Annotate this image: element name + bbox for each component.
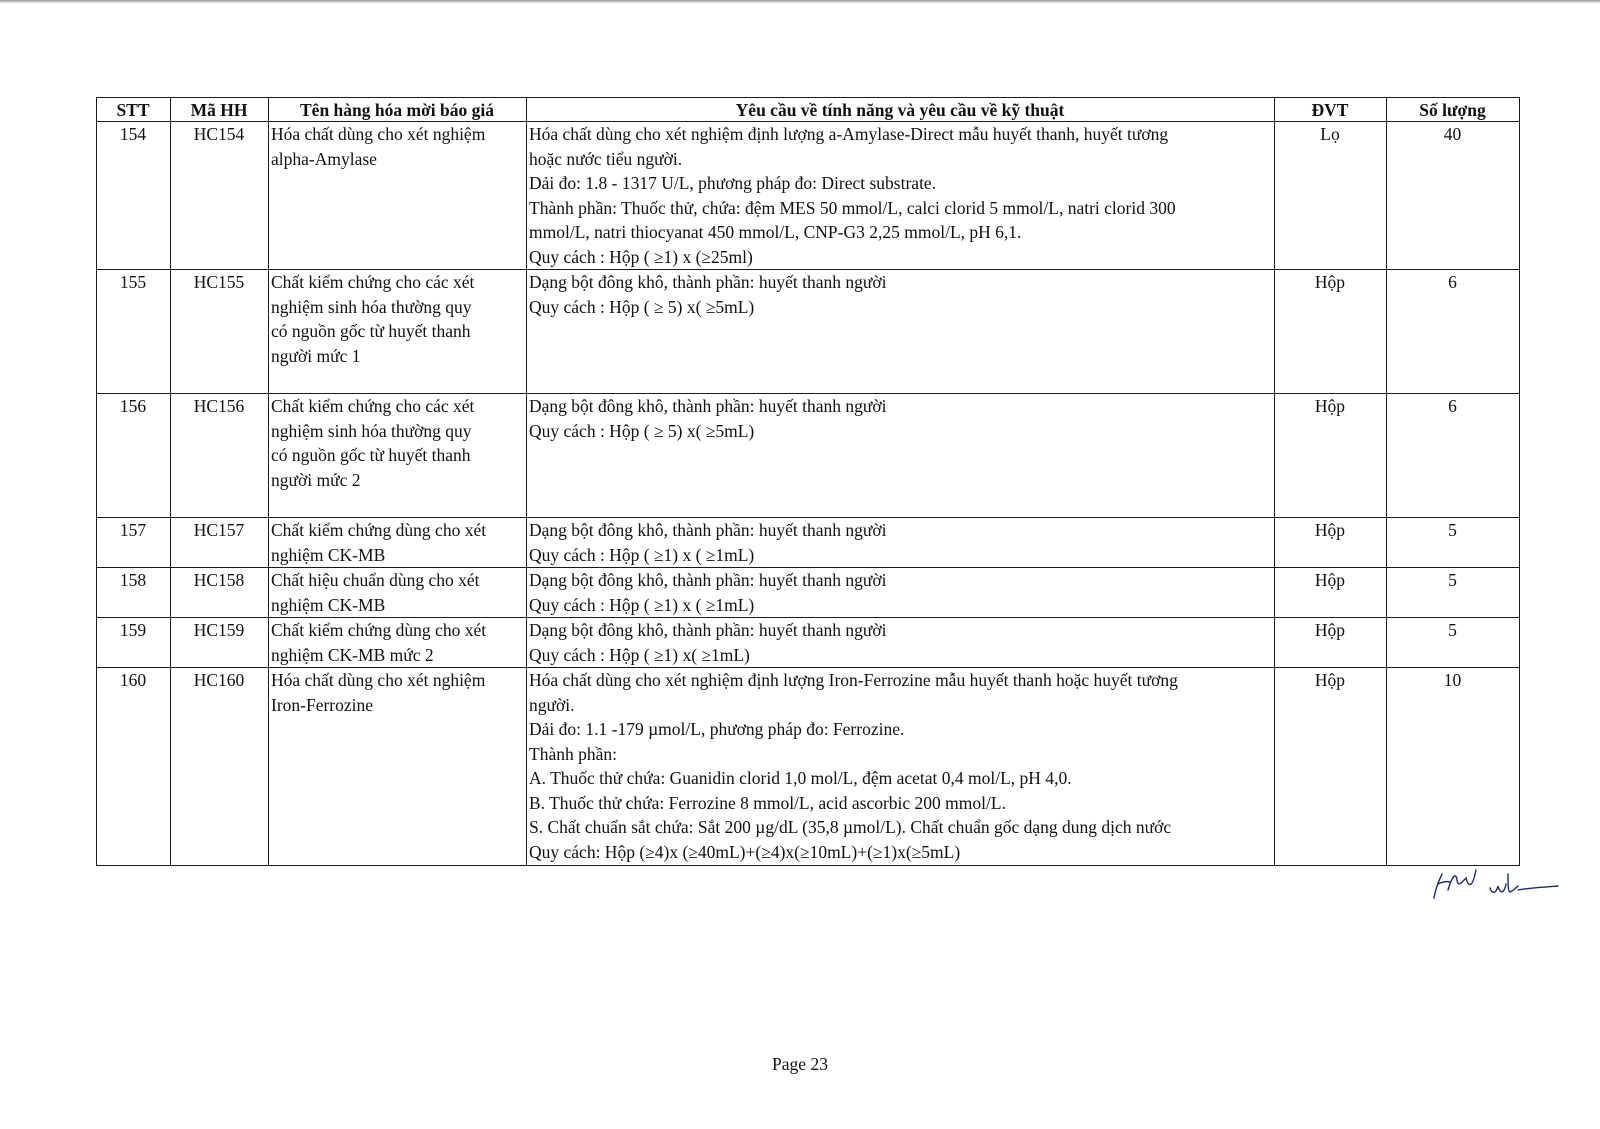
signature-mark <box>1428 860 1568 910</box>
row-spec-line: Quy cách : Hộp ( ≥ 5) x( ≥5mL) <box>529 420 755 441</box>
row-name-line: có nguồn gốc từ huyết thanh <box>271 321 471 341</box>
row-stt: 160 <box>97 668 171 866</box>
row-spec-line: Quy cách : Hộp ( ≥ 5) x( ≥5mL) <box>529 296 755 317</box>
row-spec-line: mmol/L, natri thiocyanat 450 mmol/L, CNP-G3 2,25 mmol/L, pH 6,1. <box>529 222 1022 242</box>
scan-edge <box>0 0 1600 3</box>
row-qty: 5 <box>1387 618 1520 668</box>
row-name-line: Chất kiểm chứng dùng cho xét <box>271 520 487 540</box>
row-spec-line: Quy cách : Hộp ( ≥1) x ( ≥1mL) <box>529 594 755 615</box>
header-stt: STT <box>97 98 171 122</box>
row-name-line: Chất hiệu chuẩn dùng cho xét <box>271 570 480 590</box>
row-unit: Hộp <box>1275 618 1387 668</box>
row-name-line: người mức 2 <box>271 469 361 490</box>
table-row <box>97 122 1520 270</box>
row-qty: 5 <box>1387 518 1520 568</box>
row-stt: 159 <box>97 618 171 668</box>
row-spec-line: Dạng bột đông khô, thành phần: huyết thanh người <box>529 272 887 292</box>
row-spec-line: Dạng bột đông khô, thành phần: huyết thanh người <box>529 396 887 416</box>
row-name-line: nghiệm CK-MB <box>271 594 386 615</box>
header-qty: Số lượng <box>1387 98 1520 122</box>
row-name-line: Chất kiểm chứng dùng cho xét <box>271 620 487 640</box>
row-code: HC156 <box>171 394 269 518</box>
row-qty: 6 <box>1387 270 1520 394</box>
header-name: Tên hàng hóa mời báo giá <box>269 98 527 122</box>
table-row <box>97 618 1520 668</box>
table-row <box>97 668 1520 866</box>
row-code: HC155 <box>171 270 269 394</box>
table-row <box>97 568 1520 618</box>
row-name-line: Iron-Ferrozine <box>271 694 374 715</box>
row-name <box>269 270 527 394</box>
row-spec-line: Dải đo: 1.8 - 1317 U/L, phương pháp đo: Direct substrate. <box>529 173 937 193</box>
row-stt: 156 <box>97 394 171 518</box>
row-spec <box>527 618 1275 668</box>
row-spec <box>527 270 1275 394</box>
row-name-line: nghiệm CK-MB <box>271 544 386 565</box>
row-spec <box>527 394 1275 518</box>
row-spec-line: Dạng bột đông khô, thành phần: huyết thanh người <box>529 620 887 640</box>
row-code: HC154 <box>171 122 269 270</box>
row-name-line: alpha-Amylase <box>271 148 377 169</box>
row-spec-line: A. Thuốc thử chứa: Guanidin clorid 1,0 mol/L, đệm acetat 0,4 mol/L, pH 4,0. <box>529 768 1072 788</box>
row-qty: 6 <box>1387 394 1520 518</box>
row-spec-line: Dải đo: 1.1 -179 µmol/L, phương pháp đo: Ferrozine. <box>529 719 905 739</box>
row-spec-line: Thành phần: <box>529 743 617 764</box>
row-stt: 157 <box>97 518 171 568</box>
row-qty: 10 <box>1387 668 1520 866</box>
table-header-row <box>97 98 1520 122</box>
row-unit: Hộp <box>1275 394 1387 518</box>
row-name <box>269 618 527 668</box>
row-qty: 5 <box>1387 568 1520 618</box>
header-code: Mã HH <box>171 98 269 122</box>
row-name <box>269 668 527 866</box>
row-unit: Hộp <box>1275 568 1387 618</box>
row-code: HC160 <box>171 668 269 866</box>
row-name-line: có nguồn gốc từ huyết thanh <box>271 445 471 465</box>
row-name-line: người mức 1 <box>271 345 361 366</box>
header-spec: Yêu cầu về tính năng và yêu cầu về kỹ thuật <box>527 98 1275 122</box>
row-spec <box>527 122 1275 270</box>
row-spec-line: Quy cách : Hộp ( ≥1) x( ≥1mL) <box>529 644 750 665</box>
row-spec-line: Quy cách: Hộp (≥4)x (≥40mL)+(≥4)x(≥10mL)+(≥1)x(≥5mL) <box>529 841 961 862</box>
row-name-line: Chất kiểm chứng cho các xét <box>271 396 475 416</box>
row-name <box>269 568 527 618</box>
row-spec-line: Thành phần: Thuốc thử, chứa: đệm MES 50 mmol/L, calci clorid 5 mmol/L, natri clorid 300 <box>529 197 1176 218</box>
row-stt: 154 <box>97 122 171 270</box>
row-spec-line: hoặc nước tiểu người. <box>529 148 683 169</box>
table-row <box>97 270 1520 394</box>
row-spec <box>527 518 1275 568</box>
row-name-line: Hóa chất dùng cho xét nghiệm <box>271 670 486 690</box>
row-unit: Hộp <box>1275 668 1387 866</box>
row-code: HC158 <box>171 568 269 618</box>
row-name <box>269 394 527 518</box>
row-spec <box>527 568 1275 618</box>
row-spec-line: Quy cách : Hộp ( ≥1) x ( ≥1mL) <box>529 544 755 565</box>
row-spec-line: người. <box>529 694 575 715</box>
row-name-line: nghiệm sinh hóa thường quy <box>271 420 472 441</box>
row-name-line: nghiệm CK-MB mức 2 <box>271 644 434 665</box>
quotation-table <box>96 97 1520 866</box>
row-stt: 155 <box>97 270 171 394</box>
row-spec-line: Hóa chất dùng cho xét nghiệm định lượng Iron-Ferrozine mẫu huyết thanh hoặc huyết tương <box>529 670 1178 690</box>
row-name <box>269 518 527 568</box>
row-name <box>269 122 527 270</box>
row-name-line: Hóa chất dùng cho xét nghiệm <box>271 124 486 144</box>
row-spec-line: Quy cách : Hộp ( ≥1) x (≥25ml) <box>529 246 753 267</box>
page-number: Page 23 <box>772 1054 828 1074</box>
row-qty: 40 <box>1387 122 1520 270</box>
row-spec-line: B. Thuốc thử chứa: Ferrozine 8 mmol/L, acid ascorbic 200 mmol/L. <box>529 792 1006 813</box>
row-spec-line: Dạng bột đông khô, thành phần: huyết thanh người <box>529 520 887 540</box>
row-name-line: nghiệm sinh hóa thường quy <box>271 296 472 317</box>
row-unit: Lọ <box>1275 122 1387 270</box>
row-code: HC157 <box>171 518 269 568</box>
row-unit: Hộp <box>1275 270 1387 394</box>
row-code: HC159 <box>171 618 269 668</box>
row-stt: 158 <box>97 568 171 618</box>
row-spec-line: S. Chất chuẩn sắt chứa: Sắt 200 µg/dL (35,8 µmol/L). Chất chuẩn gốc dạng dung dịch nước <box>529 817 1172 837</box>
table-row <box>97 394 1520 518</box>
header-unit: ĐVT <box>1275 98 1387 122</box>
row-unit: Hộp <box>1275 518 1387 568</box>
table-body <box>97 122 1520 866</box>
row-spec-line: Dạng bột đông khô, thành phần: huyết thanh người <box>529 570 887 590</box>
row-name-line: Chất kiểm chứng cho các xét <box>271 272 475 292</box>
table-row <box>97 518 1520 568</box>
row-spec <box>527 668 1275 866</box>
row-spec-line: Hóa chất dùng cho xét nghiệm định lượng a-Amylase-Direct mẫu huyết thanh, huyết tương <box>529 124 1169 144</box>
